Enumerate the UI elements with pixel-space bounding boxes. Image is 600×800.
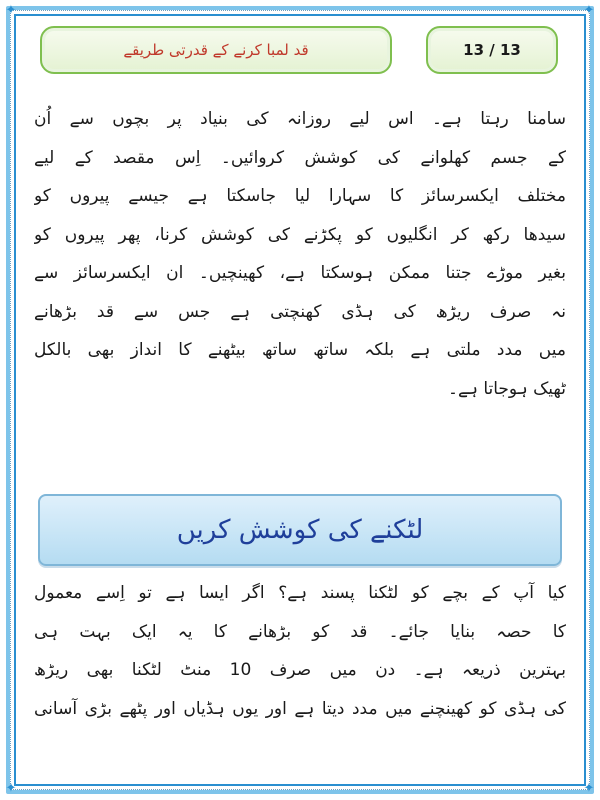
corner-ornament-icon: ✦ — [583, 3, 595, 18]
section-heading-banner — [38, 494, 562, 566]
text-line: بہترین ذریعہ ہے۔ دن میں صرف 10 منٹ لٹکنا بھی ریڑھ — [34, 660, 566, 680]
text-line: نہ صرف ریڑھ کی ہڈی کھنچتی ہے جس سے قد بڑھانے — [34, 301, 566, 322]
corner-ornament-icon: ✦ — [5, 781, 17, 796]
corner-ornament-icon: ✦ — [5, 3, 17, 18]
corner-ornament-icon: ✦ — [583, 781, 595, 796]
text-line: بغیر موڑے جتنا ممکن ہوسکتا ہے، کھینچیں۔ ان ایکسرسائز سے — [34, 263, 566, 283]
book-title: قد لمبا کرنے کے قدرتی طریقے — [123, 41, 309, 59]
text-line: کیا آپ کے بچے کو لٹکنا پسند ہے؟ اگر ایسا ہے تو اِسے معمول — [34, 583, 566, 603]
paragraph-1 — [34, 100, 566, 408]
text-line: مختلف ایکسرسائز کا سہارا لیا جاسکتا ہے جیسے پیروں کو — [34, 186, 566, 206]
page-number-box — [426, 26, 558, 74]
section-heading: لٹکنے کی کوشش کریں — [176, 515, 424, 545]
text-line: ٹھیک ہوجاتا ہے۔ — [448, 378, 566, 399]
text-line: سامنا رہتا ہے۔ اس لیے روزانہ کی بنیاد پر بچوں سے اُن — [34, 109, 566, 129]
page-number: 13 / 13 — [463, 41, 521, 59]
text-line: کے جسم کھلوانے کی کوشش کروائیں۔ اِس مقصد کے لیے — [34, 147, 566, 168]
text-line: کا حصہ بنایا جائے۔ قد کو بڑھانے کا یہ ایک بہت ہی — [34, 621, 566, 642]
text-line: سیدھا رکھ کر انگلیوں کو پکڑنے کی کوشش کرنا، پھر پیروں کو — [34, 224, 566, 245]
paragraph-2 — [34, 574, 566, 728]
text-line: میں مدد ملتی ہے بلکہ ساتھ ساتھ بیٹھنے کا انداز بھی بالکل — [34, 340, 566, 360]
header-title-box — [40, 26, 392, 74]
text-line: کی ہڈی کو کھینچنے میں مدد دیتا ہے اور یوں ہڈیاں اور پٹھے بڑی آسانی — [34, 698, 566, 719]
